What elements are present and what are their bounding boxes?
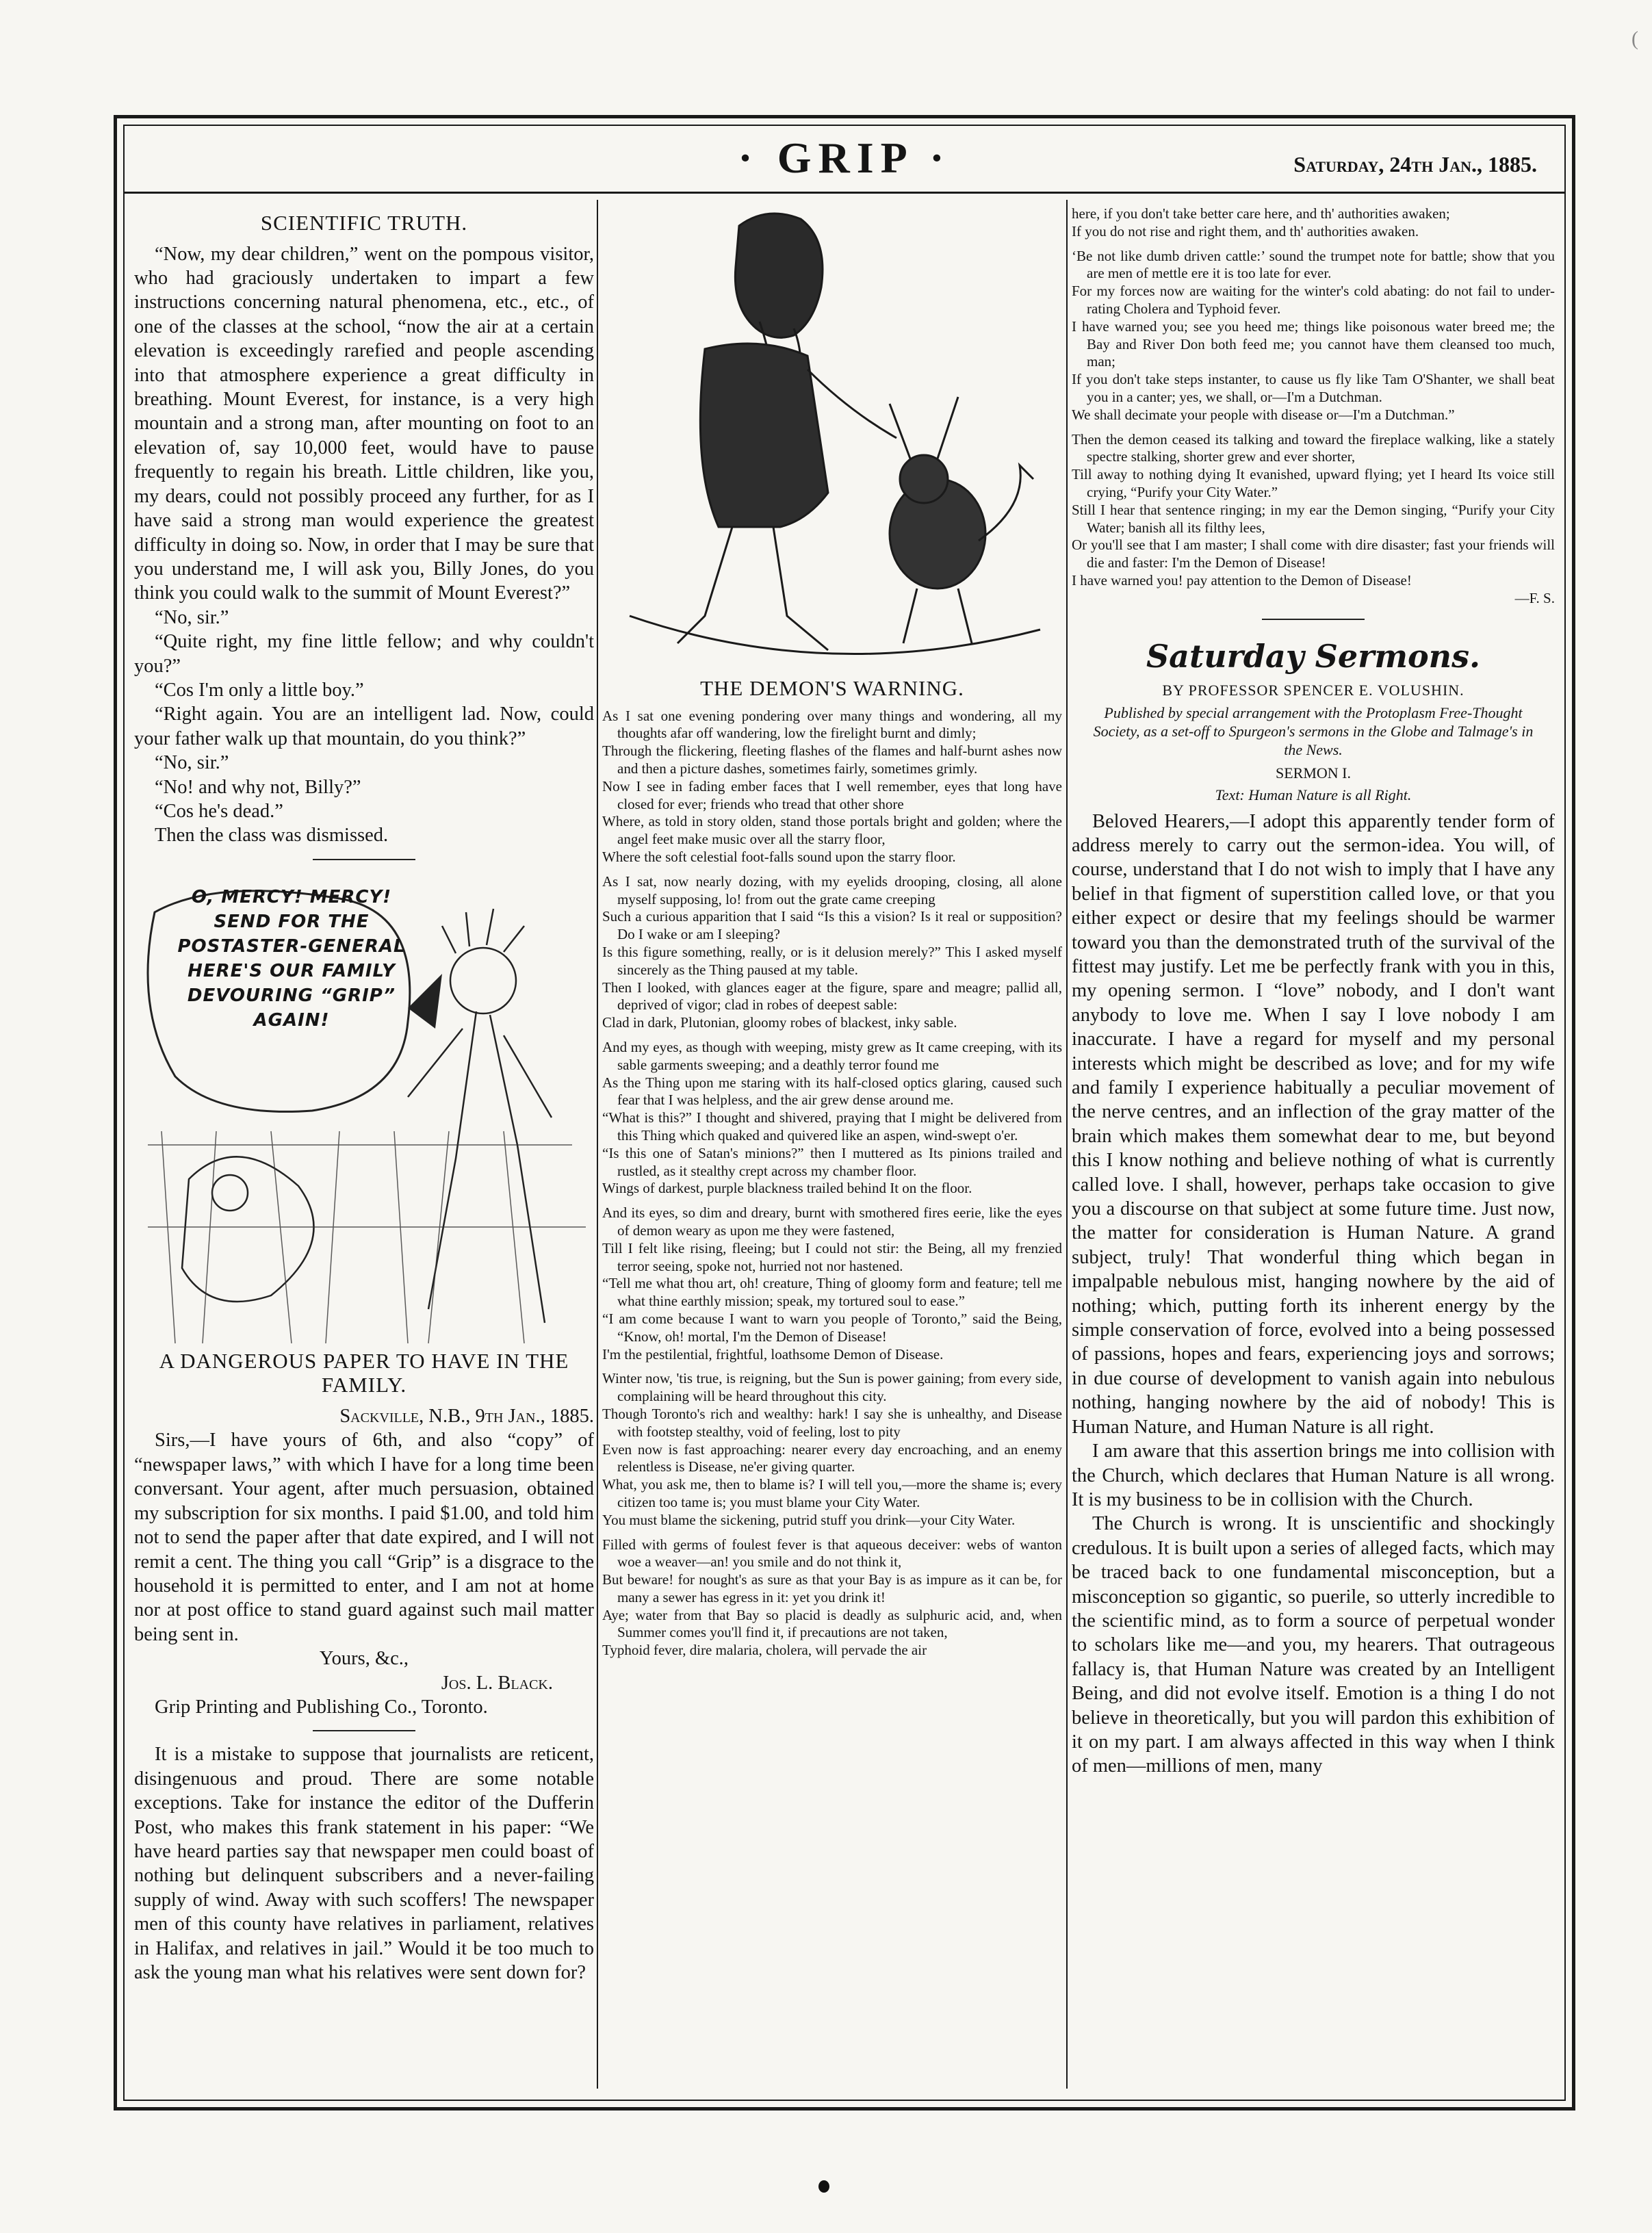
demon-illustration [602, 205, 1062, 671]
divider [1262, 619, 1365, 620]
speech-bubble [162, 885, 422, 1033]
poem-line: And my eyes, as though with weeping, misty grew as It came creeping, with its sable garments sweeping; and a deathly terror found me [602, 1038, 1062, 1073]
poem-line: Wings of darkest, purple blackness trailed behind It on the floor. [602, 1180, 972, 1197]
paragraph: Sirs,—I have yours of 6th, and also “copy” of “newspaper laws,” with which I have for a long time been conversant. Your agent, after much persuasion, obtained my subscription for six months. I paid $1.00, and told him not to send the paper after that date expired, and I will not remit a cent. The thing you call “Grip” is a disgrace to the household it is permitted to enter, and I am not at home nor at post office to stand guard against such mail matter being sent in. [134, 1430, 594, 1645]
poem-line: As I sat, now nearly dozing, with my eyelids drooping, closing, all alone myself supposing, lo! from out the grate came creeping [602, 873, 1062, 907]
divider [313, 859, 415, 860]
poem-line: Clad in dark, Plutonian, gloomy robes of blackest, inky sable. [602, 1014, 957, 1031]
page-mark: ( [1631, 27, 1638, 50]
poem-line: Is this figure something, really, or is it delusion merely?” This I asked myself sincerely as the Thing paused at my table. [602, 944, 1062, 978]
sermon-number: SERMON I. [1275, 764, 1351, 782]
poem-line: Where the soft celestial foot-falls sound upon the starry floor. [602, 849, 956, 866]
masthead [125, 129, 1564, 194]
bubble-line: DEVOURING “GRIP” [187, 985, 396, 1006]
poem-line: As the Thing upon me staring with its half-closed optics glaring, caused such fear that I was helpless, and the air grew dense around me. [602, 1074, 1062, 1109]
paragraph: “Cos I'm only a little boy.” [155, 679, 364, 701]
poem-line: Through the flickering, fleeting flashes of the flames and half-burnt ashes now and then a picture dashes, sometimes fairly, sometimes grimly. [602, 743, 1062, 777]
poem-line: “What is this?” I thought and shivered, praying that I might be delivered from this Thing which quaked and quivered like an aspen, wind-swept o'er. [602, 1109, 1062, 1144]
article-body [134, 1742, 594, 1985]
poem-line: here, if you don't take better care here, and th' authorities awaken; [1072, 205, 1450, 222]
column-rule [1066, 200, 1068, 2089]
masthead-title: · GRIP · [738, 133, 951, 182]
letter-addressee: Grip Printing and Publishing Co., Toronto. [155, 1696, 488, 1718]
poem-line: I have warned you! pay attention to the Demon of Disease! [1072, 571, 1412, 589]
poem-line: And its eyes, so dim and dreary, burnt with smothered fires eerie, like the eyes of demon weary as upon me they were fastened, [602, 1204, 1062, 1239]
article-title: A DANGEROUS PAPER TO HAVE IN THE FAMILY. [159, 1348, 569, 1397]
sermon-body [1072, 810, 1555, 1779]
poem-line: We shall decimate your people with disease or—I'm a Dutchman.” [1072, 406, 1455, 423]
poem-continued [1072, 205, 1555, 608]
poem-line: Filled with germs of foulest fever is that aqueous deceiver: webs of wanton woe a weaver—an! you smile and do not think it, [602, 1536, 1062, 1571]
poem-line: Typhoid fever, dire malaria, cholera, will pervade the air [602, 1642, 927, 1659]
article-title: SCIENTIFIC TRUTH. [260, 211, 468, 235]
bubble-line: POSTASTER-GENERAL [177, 935, 406, 957]
poem-line: “Tell me what thou art, oh! creature, Thing of gloomy form and feature; tell me what thine earthly mission; speak, my tortured soul to ease.” [602, 1275, 1062, 1310]
masthead-date: Saturday, 24th Jan., 1885. [1293, 152, 1537, 177]
poem-line: Still I hear that sentence ringing; in my ear the Demon singing, “Purify your City Water; banish all its filthy lees, [1072, 501, 1555, 536]
bubble-line: AGAIN! [253, 1009, 330, 1031]
article-body [134, 242, 594, 848]
paragraph: I am aware that this assertion brings me into collision with the Church, which declares that Human Nature is all wrong. It is my business to be in collision with the Church. [1072, 1441, 1555, 1510]
paragraph: “Cos he's dead.” [155, 800, 283, 822]
letter-dateline: Sackville, N.B., 9th Jan., 1885. [339, 1406, 594, 1428]
paragraph: Then the class was dismissed. [155, 825, 389, 847]
poem-title: THE DEMON'S WARNING. [700, 676, 964, 700]
poem-line: For my forces now are waiting for the winter's cold abating: do not fail to under-rating Cholera and Typhoid fever. [1072, 283, 1555, 317]
poem-line: If you don't take steps instanter, to cause us fly like Tam O'Shanter, we shall beat you in a canter; yes, we shall, or—I'm a Dutchman. [1072, 371, 1555, 405]
paragraph: “Right again. You are an intelligent lad. Now, could your father walk up that mountain, do you think?” [134, 704, 594, 749]
section-title: Saturday Sermons. [1146, 637, 1481, 675]
poem-line: Then the demon ceased its talking and toward the fireplace walking, like a stately spectre stalking, shorter grew and ever shorter, [1072, 430, 1555, 465]
paragraph: “No! and why not, Billy?” [155, 776, 361, 798]
paragraph: “No, sir.” [155, 752, 229, 774]
paragraph: It is a mistake to suppose that journalists are reticent, disingenuous and proud. There are some notable exceptions. Take for instance the editor of the Dufferin Post, who makes this frank statement in his paper: “We have heard parties say that newspaper men could boast of nothing but delinquent subscribers and a never-failing supply of wind. Away with such scoffers! The newspaper men of this county have relatives in parliament, relatives in Halifax, and relatives in jail.” Would it be too much to ask the young man what his relatives were sent down for? [134, 1744, 594, 1984]
column-1 [134, 205, 594, 1985]
poem-body [602, 708, 1062, 1660]
publication-note: Published by special arrangement with the Protoplasm Free-Thought Society, as a set-off to Spurgeon's sermons in the Globe and Talmage's in the News. [1093, 704, 1534, 758]
poem-line: Where, as told in story olden, stand those portals bright and golden; where the angel feet make music over all the starry floor, [602, 813, 1062, 848]
page-dot [818, 2180, 829, 2193]
letter-body [134, 1404, 594, 1719]
poem-line: ‘Be not like dumb driven cattle:’ sound the trumpet note for battle; show that you are men of mettle ere it is too late for ever. [1072, 247, 1555, 282]
poem-line: Winter now, 'tis true, is reigning, but the Sun is power gaining; from every side, complaining will be heard throughout this city. [602, 1370, 1062, 1405]
poem-line: Though Toronto's rich and wealthy: hark! I say she is unhealthy, and Disease with footstep stealthy, void of feeling, lost to pity [602, 1405, 1062, 1440]
paragraph: The Church is wrong. It is unscientific and shockingly credulous. It is built upon a series of alleged facts, which may be traced back to one fundamental misconception, but a misconception so gigantic, so puerile, so utterly incredible to the scientific mind, as to form a source of perpetual wonder to scholars like me—and you, my hearers. That outrageous fallacy is, that Human Nature was created by an Intelligent Being, and did not evolve itself. Emotion is a thing I do not believe in theoretically, but you will pardon this exhibition of it on my part. I am always affected in this way when I think of men—millions of men, many [1072, 1513, 1555, 1777]
poem-line: Such a curious apparition that I said “Is this a vision? Is it real or supposition? Do I wake or am I sleeping? [602, 908, 1062, 943]
poem-line: Till I felt like rising, fleeing; but I could not stir: the Being, all my frenzied terror seeing, spoke not, hurried not nor hastened. [602, 1239, 1062, 1274]
letter-closing: Yours, &c., [319, 1648, 409, 1670]
bubble-line: O, MERCY! MERCY! [191, 886, 392, 907]
bubble-line: HERE'S OUR FAMILY [188, 960, 396, 981]
poem-line: Aye; water from that Bay so placid is deadly as sulphuric acid, and, when Summer comes you'll find it, if precautions are not taken, [602, 1606, 1062, 1641]
poem-line: As I sat one evening pondering over many things and wondering, all my thoughts afar off wandering, low the firelight burnt and dimly; [602, 707, 1062, 742]
cartoon-illustration [134, 871, 594, 1343]
poem-line: I'm the pestilential, frightful, loathsome Demon of Disease. [602, 1345, 944, 1363]
column-2 [602, 205, 1062, 1660]
cartoon-drawing [134, 871, 594, 1343]
poem-line: Till away to nothing dying It evanished, upward flying; yet I heard Its voice still crying, “Purify your City Water.” [1072, 466, 1555, 500]
poem-line: You must blame the sickening, putrid stuff you drink—your City Water. [602, 1511, 1016, 1528]
paragraph: “No, sir.” [155, 606, 229, 628]
column-rule [597, 200, 598, 2089]
poem-line: What, you ask me, then to blame is? I will tell you,—more the shame is; every citizen too tame is; you must blame your City Water. [602, 1476, 1062, 1510]
demon-drawing [602, 205, 1062, 671]
paragraph: “Now, my dear children,” went on the pompous visitor, who had graciously undertaken to impart a few instructions concerning natural phenomena, etc., etc., of one of the classes at the school, “now the air at a certain elevation is exceedingly rarefied and people ascending into that atmosphere experience a great difficulty in breathing. Mount Everest, for instance, is a very high mountain and a strong man, after mounting on foot to an elevation of, say 10,000 feet, would have to pause frequently to regain his breath. Little children, like you, my dears, could not possibly proceed any further, for as I have said a strong man would experience the greatest difficulty in doing so. Now, in order that I may be sure that you understand me, I will ask you, Billy Jones, do you think you could walk to the summit of Mount Everest?” [134, 243, 594, 604]
paragraph: Beloved Hearers,—I adopt this apparently tender form of address merely to carry out the sermon-idea. You will, of course, understand that I do not wish to imply that I have any belief in that figment of superstition called love, or that you either expect or desire that my feelings should be warmer toward you than the demonstrated truth of the survival of the fittest may justify. Let me be perfectly frank with you in this, my opening sermon. I “love” nobody, and I don't want anybody to love me. When I say I love nobody I am inaccurate. I have a regard for myself and my personal interests which might be described as love; and for my wife and family I experience habitually a peculiar movement of the nerve centres, and an inflection of the gray matter of the brain which makes them somewhat dear to me, but beyond this I know nothing and believe nothing of what is currently called love. I shall, however, perhaps take occasion to give you a discourse on that subject at some future time. Just now, the matter for consideration is Human Nature. A grand subject, truly! That wonderful thing which began in impalpable nebulous mist, hanging nowhere by the aid of nothing; which, putting forth its inherent energy by the simple conservation of force, evolved into a being possessed of passions, hopes and fears, experiencing joys and sorrows; in due course of development to vanish again into nebulous nothing, hanging nowhere by the aid of nobody! This is Human Nature, and Human Nature is all right. [1072, 810, 1555, 1438]
paragraph: “Quite right, my fine little fellow; and why couldn't you?” [134, 631, 594, 677]
letter-signature: Jos. L. Black. [441, 1672, 553, 1694]
bubble-line: SEND FOR THE [214, 911, 370, 932]
poem-line: Or you'll see that I am master; I shall come with dire disaster; fast your friends will die and faster: I'm the Demon of Disease! [1072, 537, 1555, 571]
poem-line: “Is this one of Satan's minions?” then I muttered as Its pinions trailed and rustled, as it stealthy crept across my chamber floor. [602, 1144, 1062, 1179]
poem-line: But beware! for nought's as sure as that your Bay is as impure as it can be, for many a sewer has egress in it: yet you drink it! [602, 1571, 1062, 1605]
poem-line: Now I see in fading ember faces that I well remember, eyes that long have closed for ever; friends who tread that other shore [602, 777, 1062, 812]
sermon-text: Text: Human Nature is all Right. [1215, 786, 1412, 803]
poem-line: Then I looked, with glances eager at the figure, spare and meagre; pallid all, deprived of vigor; clad in robes of deepest sable: [602, 979, 1062, 1014]
column-3 [1072, 205, 1555, 1779]
divider [313, 1730, 415, 1731]
poem-line: Even now is fast approaching: nearer every day encroaching, and an enemy relentless is Disease, ne'er giving quarter. [602, 1441, 1062, 1475]
byline: BY PROFESSOR SPENCER E. VOLUSHIN. [1162, 681, 1464, 699]
poem-line: I have warned you; see you heed me; things like poisonous water breed me; the Bay and River Don both feed me; you cannot have them cleansed too much, man; [1072, 318, 1555, 370]
poem-signature: —F. S. [1514, 589, 1555, 606]
poem-line: “I am come because I want to warn you people of Toronto,” said the Being, “Know, oh! mortal, I'm the Demon of Disease! [602, 1310, 1062, 1345]
poem-line: If you do not rise and right them, and th' authorities awaken. [1072, 222, 1419, 240]
